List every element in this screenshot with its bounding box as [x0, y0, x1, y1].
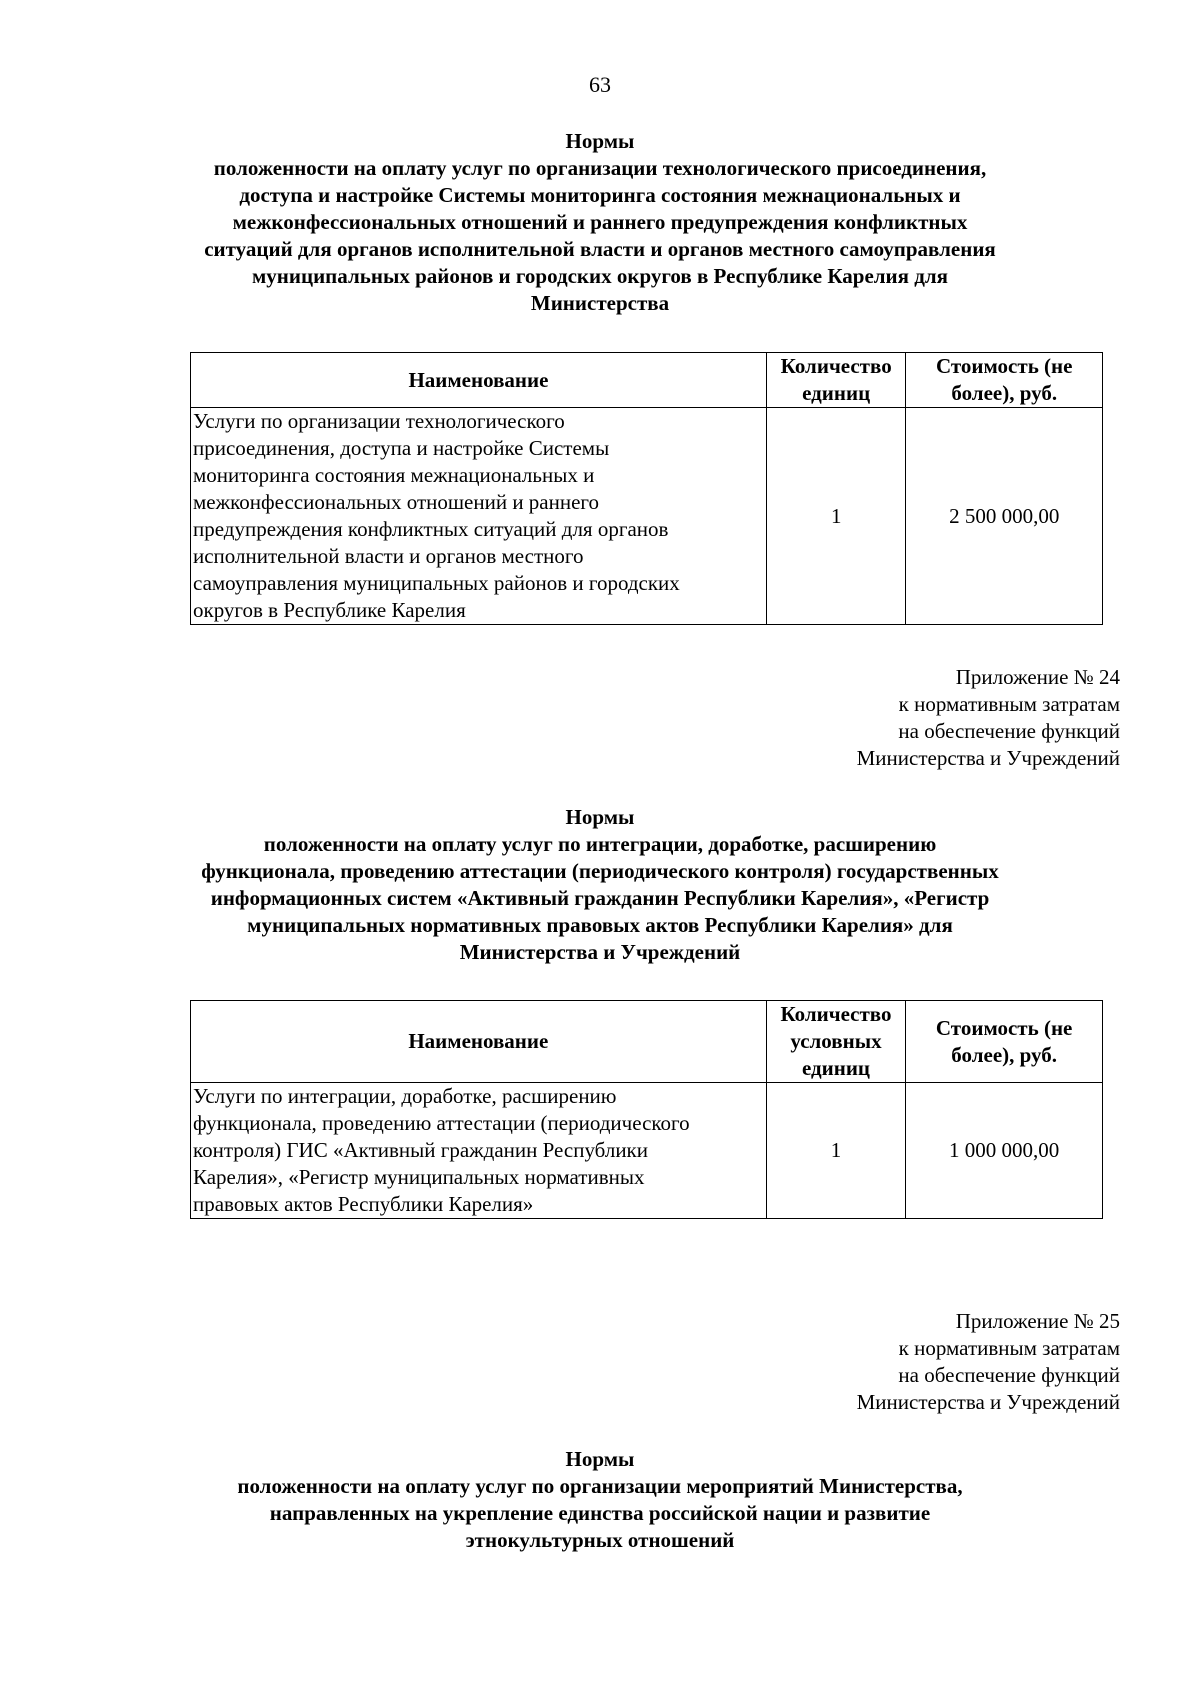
table-header-row: [191, 353, 1103, 408]
row-name-line: предупреждения конфликтных ситуаций для органов: [193, 517, 669, 541]
header-name: Наименование: [191, 1001, 767, 1083]
row-name-line: Карелия», «Регистр муниципальных нормативных: [193, 1165, 645, 1189]
section1-title: Нормы: [565, 129, 635, 153]
header-name: Наименование: [191, 353, 767, 408]
row-name: [191, 408, 767, 625]
row-cost: 1 000 000,00: [906, 1083, 1103, 1219]
row-name-line: присоединения, доступа и настройке Системы: [193, 436, 610, 460]
annex-24-line: на обеспечение функций: [898, 719, 1120, 743]
row-name-line: Услуги по организации технологического: [193, 409, 565, 433]
row-name-line: контроля) ГИС «Активный гражданин Республики: [193, 1138, 648, 1162]
section2-subtitle-line: функционала, проведению аттестации (периодического контроля) государственных: [201, 859, 999, 883]
section1-subtitle-line: доступа и настройке Системы мониторинга состояния межнациональных и: [239, 183, 961, 207]
annex-25-line: на обеспечение функций: [898, 1363, 1120, 1387]
header-quantity-line: условных: [790, 1029, 882, 1053]
header-quantity-line: единиц: [801, 1056, 871, 1080]
header-cost-line: Стоимость (не: [936, 354, 1073, 378]
annex-25-line: Приложение № 25: [955, 1309, 1120, 1333]
section1-table: [190, 352, 1103, 625]
header-cost-line: более), руб.: [951, 381, 1058, 405]
header-quantity-line: Количество: [780, 354, 892, 378]
section3-title: Нормы: [565, 1447, 635, 1471]
section2-subtitle-line: муниципальных нормативных правовых актов Республики Карелия» для: [247, 913, 953, 937]
section3-subtitle-line: положенности на оплату услуг по организации мероприятий Министерства,: [237, 1474, 963, 1498]
annex-25-line: к нормативным затратам: [898, 1336, 1120, 1360]
section1-subtitle-line: муниципальных районов и городских округов в Республике Карелия для: [251, 264, 949, 288]
header-quantity: [766, 353, 906, 408]
section2-subtitle-line: Министерства и Учреждений: [459, 940, 741, 964]
annex-25-line: Министерства и Учреждений: [856, 1390, 1120, 1414]
section2-table: [190, 1000, 1103, 1219]
row-name-line: правовых актов Республики Карелия»: [193, 1192, 534, 1216]
row-name-line: функционала, проведению аттестации (периодического: [193, 1111, 690, 1135]
row-name-line: самоуправления муниципальных районов и городских: [193, 571, 680, 595]
row-quantity: 1: [766, 408, 906, 625]
header-quantity: [766, 1001, 906, 1083]
section1-subtitle-line: ситуаций для органов исполнительной власти и органов местного самоуправления: [204, 237, 996, 261]
section2-heading: [170, 804, 1030, 966]
annex-24-line: Приложение № 24: [955, 665, 1120, 689]
row-name-line: мониторинга состояния межнациональных и: [193, 463, 595, 487]
row-name-line: округов в Республике Карелия: [193, 598, 466, 622]
page-number: 63: [589, 72, 611, 97]
section1-subtitle-line: межконфессиональных отношений и раннего предупреждения конфликтных: [232, 210, 968, 234]
row-name-line: межконфессиональных отношений и раннего: [193, 490, 600, 514]
annex-24: [700, 664, 1120, 772]
section1-subtitle-line: положенности на оплату услуг по организации технологического присоединения,: [213, 156, 987, 180]
annex-24-line: к нормативным затратам: [898, 692, 1120, 716]
section2-title: Нормы: [565, 805, 635, 829]
row-name-line: Услуги по интеграции, доработке, расширению: [193, 1084, 617, 1108]
header-cost-line: Стоимость (не: [935, 1015, 1073, 1040]
annex-25: [700, 1308, 1120, 1416]
section3-subtitle-line: этнокультурных отношений: [465, 1528, 735, 1552]
section3-heading: [170, 1446, 1030, 1554]
row-quantity: 1: [766, 1083, 906, 1219]
table-row: [191, 1083, 1103, 1219]
header-cost: [906, 1001, 1103, 1083]
section1-heading: [170, 128, 1030, 317]
row-name-line: исполнительной власти и органов местного: [193, 544, 584, 568]
table-header-row: [191, 1001, 1103, 1083]
row-cost: 2 500 000,00: [906, 408, 1103, 625]
header-cost: [906, 353, 1103, 408]
header-quantity-line: единиц: [802, 381, 871, 405]
table-row: [191, 408, 1103, 625]
header-cost-line: более), руб.: [951, 1042, 1058, 1067]
annex-24-line: Министерства и Учреждений: [856, 746, 1120, 770]
section1-subtitle-line: Министерства: [530, 291, 670, 315]
section2-subtitle-line: положенности на оплату услуг по интеграции, доработке, расширению: [263, 832, 937, 856]
section3-subtitle-line: направленных на укрепление единства российской нации и развитие: [269, 1501, 931, 1525]
row-name: [191, 1083, 767, 1219]
header-quantity-line: Количество: [780, 1002, 892, 1026]
section2-subtitle-line: информационных систем «Активный гражданин Республики Карелия», «Регистр: [210, 886, 990, 910]
